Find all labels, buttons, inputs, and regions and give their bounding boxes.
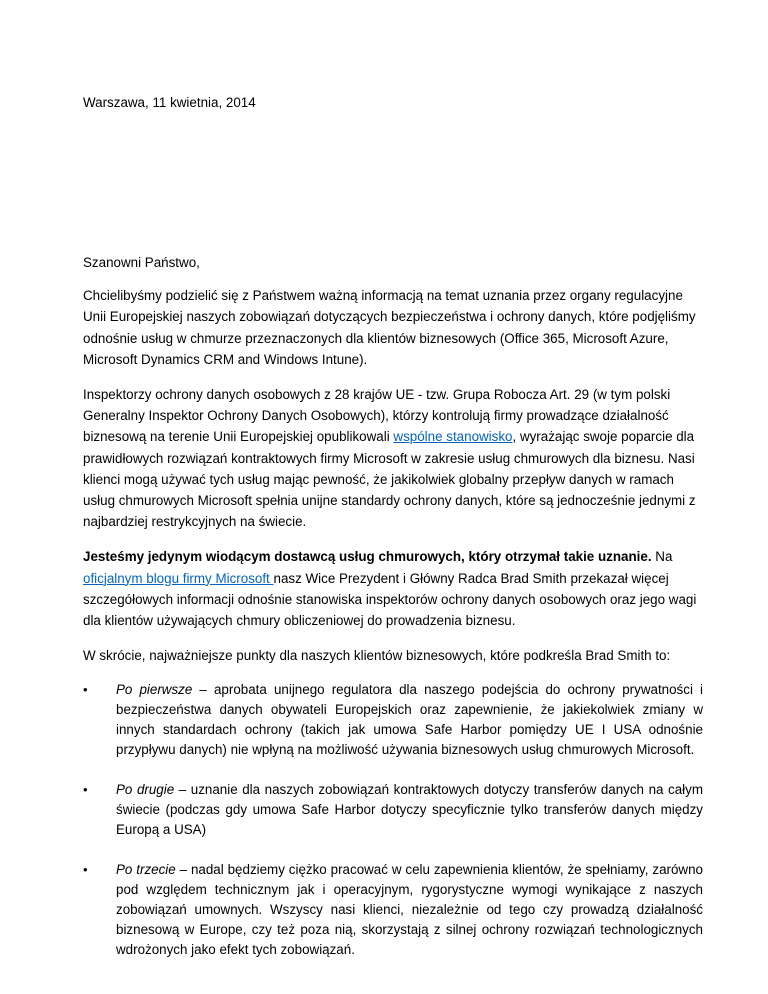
joint-statement-link[interactable]: wspólne stanowisko — [393, 429, 513, 445]
key-points-list — [83, 680, 703, 960]
salutation: Szanowni Państwo, — [83, 255, 200, 270]
point-text: – nadal będziemy ciężko pracować w celu zapewnienia klientów, że spełniamy, zarówno pod względem technicznym jak i operacyjnym, rygorystyczne wymogi wynikające z naszych zobowiązań umownych. Wszyscy nasi klienci, niezależnie od tego czy prowadzą działalność biznesową w Europe, czy też poza nią, skorzystają z silnej ochrony rozwiązań technologicznych wdrożonych jako efekt tych zobowiązań. — [116, 862, 703, 958]
paragraph-leader-text-after: nasz Wice Prezydent i Główny Radca Brad Smith przekazał więcej szczegółowych informacji odnośnie stanowiska inspektorów ochrony danych osobowych oraz jego wagi dla klientów używających chmury obliczeniowej do prowadzenia biznesu. — [83, 570, 697, 629]
bullet-icon: • — [83, 862, 88, 878]
paragraph-inspectors — [83, 384, 703, 532]
point-text: – aprobata unijnego regulatora dla naszego podejścia do ochrony prywatności i bezpieczeństwa danych obywateli Europejskich oraz zapewnienie, że jakiekolwiek zmiany w innych standardach ochrony (takich jak umowa Safe Harbor pomiędzy UE I USA odnośnie przypływu danych) nie wpłyną na możliwość używania biznesowych usług chmurowych Microsoft. — [116, 682, 703, 758]
bullet-icon: • — [83, 782, 88, 798]
paragraph-inspectors-text-before: Inspektorzy ochrony danych osobowych z 28 krajów UE - tzw. Grupa Robocza Art. 29 (w tym polski Generalny Inspektor Ochrony Danych Osobowych), którzy kontrolują firmy prowadzące działalność biznesową na terenie Unii Europejskiej opublikowali — [83, 387, 671, 445]
point-lead: Po drugie — [116, 782, 175, 798]
paragraph-summary: W skrócie, najważniejsze punkty dla naszych klientów biznesowych, które podkreśla Brad Smith to: — [83, 648, 671, 664]
microsoft-blog-link[interactable]: oficjalnym blogu firmy Microsoft — [83, 570, 274, 586]
date-line: Warszawa, 11 kwietnia, 2014 — [83, 95, 256, 110]
leader-statement-bold: Jesteśmy jedynym wiodącym dostawcą usług chmurowych, który otrzymał takie uznanie. — [83, 549, 652, 565]
point-lead: Po pierwsze — [116, 682, 193, 698]
list-item — [83, 860, 703, 960]
paragraph-inspectors-text-after: , wyrażając swoje poparcie dla prawidłowych rozwiązań kontraktowych firmy Microsoft w zakresie usług chmurowych dla biznesu. Nasi klienci mogą używać tych usług mając pewność, że jakikolwiek globalny przepływ danych w ramach usług chmurowych Microsoft spełnia unijne standardy ochrony danych, które są jednocześnie jednymi z najbardziej restrykcyjnych na świecie. — [83, 429, 696, 530]
paragraph-leader-text-mid: Na — [651, 549, 673, 565]
paragraph-leader — [83, 546, 703, 631]
paragraph-intro: Chcielibyśmy podzielić się z Państwem ważną informacją na temat uznania przez organy regulacyjne Unii Europejskiej naszych zobowiązań dotyczących bezpieczeństwa i ochrony danych, które podjęliśmy odnośnie usług w chmurze przeznaczonych dla klientów biznesowych (Office 365, Microsoft Azure, Microsoft Dynamics CRM and Windows Intune). — [83, 288, 696, 367]
list-item — [83, 680, 703, 760]
bullet-icon: • — [83, 682, 88, 698]
point-lead: Po trzecie — [116, 862, 176, 878]
letter-body — [83, 252, 703, 980]
list-item — [83, 780, 703, 840]
point-text: – uznanie dla naszych zobowiązań kontraktowych dotyczy transferów danych na całym świecie (podczas gdy umowa Safe Harbor dotyczy specyficznie tylko transferów danych między Europą a USA) — [116, 782, 703, 838]
